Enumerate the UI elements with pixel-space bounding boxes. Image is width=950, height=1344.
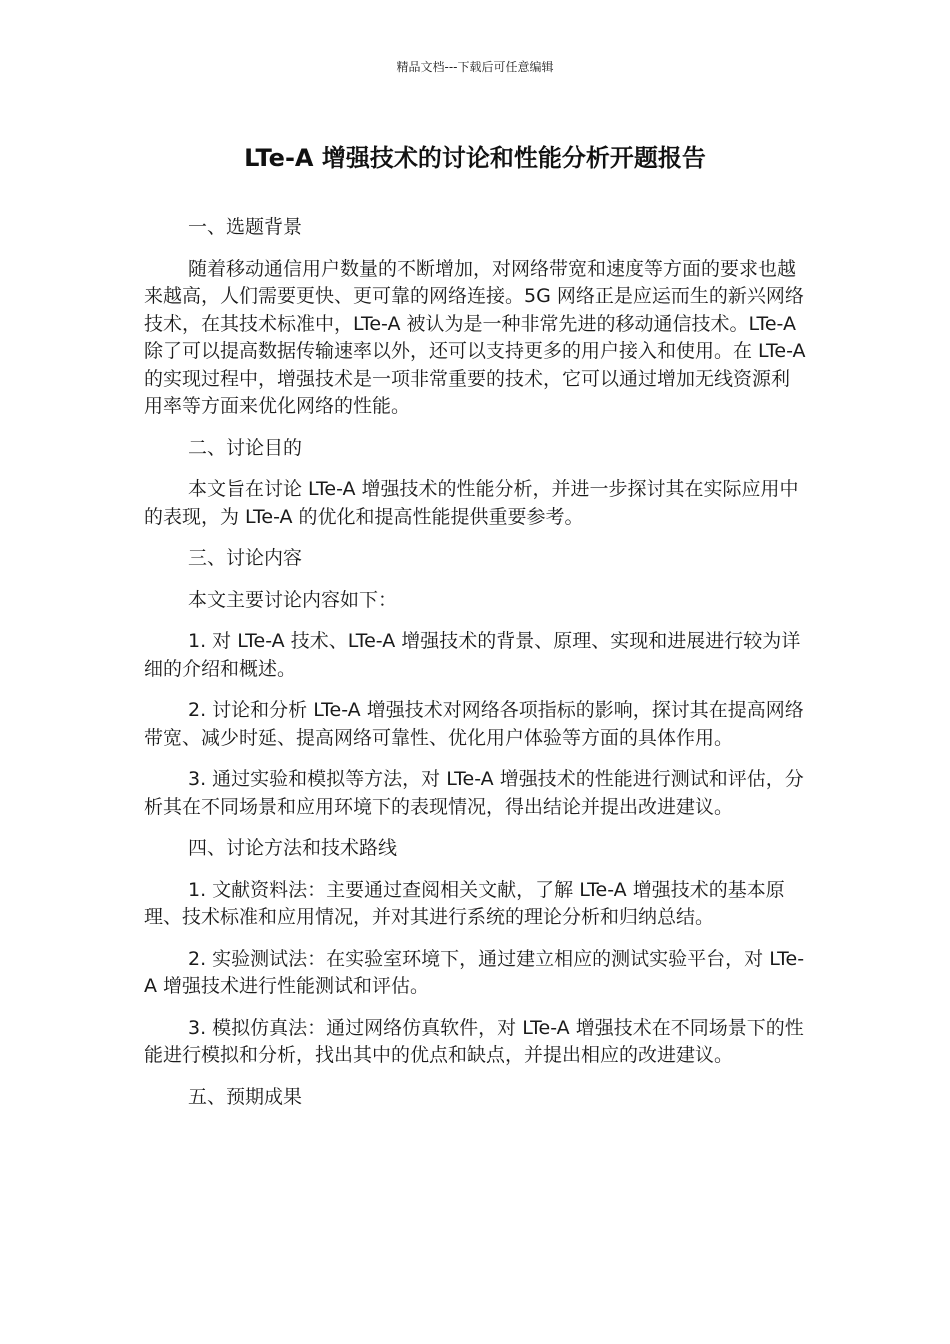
section-heading-background: 一、选题背景 bbox=[188, 216, 303, 238]
section-heading-purpose: 二、讨论目的 bbox=[188, 436, 303, 459]
paragraph-content-item-3: 3. 通过实验和模拟等方法，对 LTe-A 增强技术的性能进行测试和评估，分析其在不同场景和应用环境下的表现情况，得出结论并提出改进建议。 bbox=[144, 768, 804, 818]
document-header-note: 精品文档---下载后可任意编辑 bbox=[396, 60, 554, 74]
document-body bbox=[144, 214, 808, 1125]
paragraph-content-intro: 本文主要讨论内容如下： bbox=[188, 588, 398, 611]
paragraph-purpose: 本文旨在讨论 LTe-A 增强技术的性能分析，并进一步探讨其在实际应用中的表现，为 LTe-A 的优化和提高性能提供重要参考。 bbox=[144, 478, 799, 528]
section-heading-expected-results: 五、预期成果 bbox=[188, 1085, 303, 1108]
section-heading-content: 三、讨论内容 bbox=[188, 547, 303, 569]
paragraph-method-3: 3. 模拟仿真法：通过网络仿真软件，对 LTe-A 增强技术在不同场景下的性能进行模拟和分析，找出其中的优点和缺点，并提出相应的改进建议。 bbox=[144, 1016, 804, 1066]
section-heading-methods: 四、讨论方法和技术路线 bbox=[188, 837, 398, 859]
paragraph-content-item-1: 1. 对 LTe-A 技术、LTe-A 增强技术的背景、原理、实现和进展进行较为详细的介绍和概述。 bbox=[144, 630, 801, 680]
paragraph-method-1: 1. 文献资料法：主要通过查阅相关文献，了解 LTe-A 增强技术的基本原理、技术标准和应用情况，并对其进行系统的理论分析和归纳总结。 bbox=[144, 878, 785, 928]
paragraph-method-2: 2. 实验测试法：在实验室环境下，通过建立相应的测试实验平台，对 LTe-A 增强技术进行性能测试和评估。 bbox=[144, 947, 805, 997]
paragraph-background: 随着移动通信用户数量的不断增加，对网络带宽和速度等方面的要求也越来越高，人们需要更快、更可靠的网络连接。5G 网络正是应运而生的新兴网络技术，在其技术标准中，LTe-A 被认为是一种非常先进的移动通信技术。LTe-A 除了可以提高数据传输速率以外，还可以支持更多的用户接入和使用。在 LTe-A 的实现过程中，增强技术是一项非常重要的技术，它可以通过增加无线资源利用率等方面来优化网络的性能。 bbox=[144, 257, 806, 417]
document-title: LTe-A 增强技术的讨论和性能分析开题报告 bbox=[244, 144, 706, 172]
paragraph-content-item-2: 2. 讨论和分析 LTe-A 增强技术对网络各项指标的影响，探讨其在提高网络带宽、减少时延、提高网络可靠性、优化用户体验等方面的具体作用。 bbox=[144, 699, 804, 749]
